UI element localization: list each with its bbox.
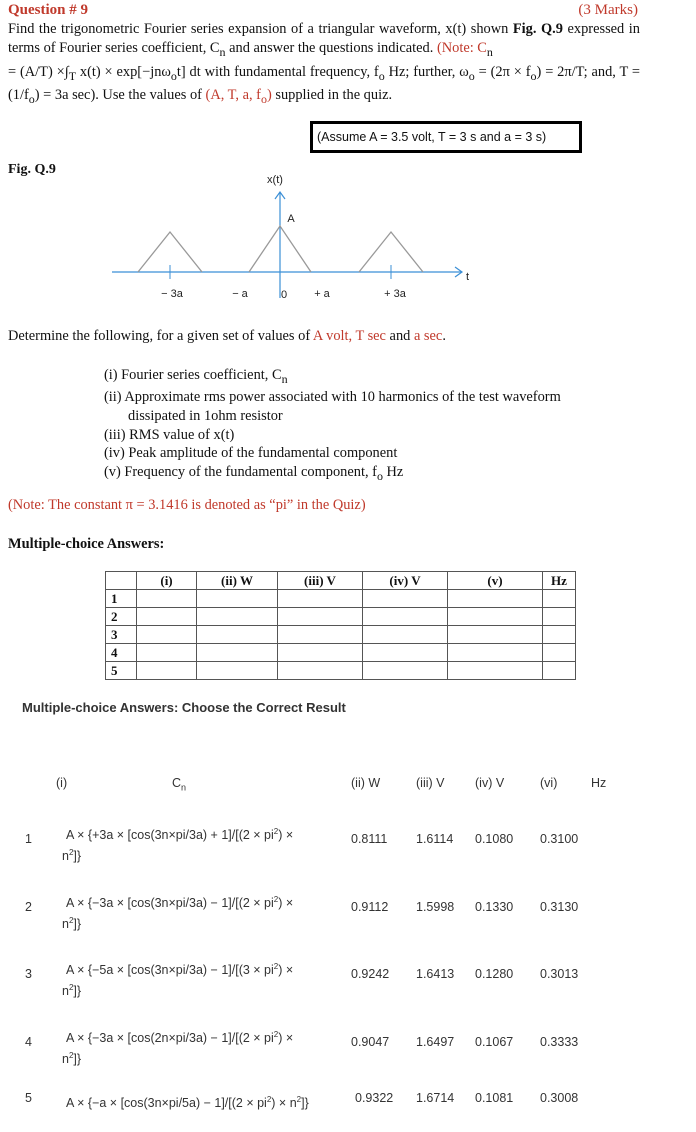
option-power: 0.9112	[351, 900, 389, 914]
note-text: supplied in the quiz.	[271, 86, 393, 103]
formula-text: ]}	[73, 984, 82, 999]
item-v: (v) Frequency of the fundamental component, $f_o$ Hz	[104, 463, 404, 483]
item-text: (i) Fourier series coefficient, C	[104, 367, 282, 383]
grid-cell[interactable]	[197, 590, 278, 608]
assume-box: (Assume A = 3.5 volt, T = 3 s and a = 3 s)	[310, 121, 582, 153]
option-rms: 1.5998	[416, 900, 455, 914]
item-text: Hz	[382, 463, 404, 480]
problem-text: and answer the questions indicated.	[225, 40, 437, 57]
option-formula[interactable]: $A \times \{-3a \times [\cos(2n\times pi/3a) - 1]/[(2 \times pi^2)$ × $n^2$]}	[62, 1030, 294, 1067]
item-iii: (iii) RMS value of x(t)	[104, 426, 235, 443]
formula-text: ) ×	[278, 828, 294, 843]
formula-text: ) ×	[278, 896, 294, 911]
formula-text: n	[62, 917, 69, 932]
note-text: ) = 2π/T; and, T = (1/f	[8, 63, 641, 103]
note-pi: (Note: The constant π = 3.1416 is denoted as “pi” in the Quiz)	[8, 497, 366, 513]
figure-label: Fig. Q.9	[8, 162, 56, 177]
note-text: (Note: C	[436, 40, 487, 57]
option-number: 2	[25, 900, 32, 914]
grid-cell[interactable]	[448, 626, 543, 644]
option-formula[interactable]: $A \times \{-a \times [\cos(3n\times pi/5a) - 1]/[(2 \times pi^2) \times n^2]\}$	[66, 1095, 309, 1111]
formula-text: n	[62, 984, 69, 999]
answers-header-i: (i)	[56, 776, 68, 790]
problem-text: expressed in terms of Fourier series coefficient, C	[8, 21, 640, 57]
supplied-values-text: (A, T, a, f	[205, 86, 261, 103]
grid-cell[interactable]	[363, 590, 448, 608]
formula-text: ) ×	[278, 963, 294, 978]
grid-header: (iii) V	[278, 572, 363, 590]
t-label: t	[466, 271, 470, 283]
option-number: 1	[25, 832, 32, 846]
determine-highlight: A volt, T sec	[312, 328, 386, 344]
supplied-values-text: )	[266, 86, 272, 103]
option-rms: 1.6413	[416, 967, 455, 981]
grid-cell[interactable]	[278, 626, 363, 644]
grid-row-number: 4	[106, 644, 137, 662]
formula-text: n	[62, 1052, 69, 1067]
note-text: = (A/T) ×∫	[8, 63, 69, 80]
answers-header-iv: (iv) V	[475, 776, 505, 790]
formula-text: ]}	[73, 849, 82, 864]
grid-cell[interactable]	[363, 626, 448, 644]
formula-text: ]}	[73, 1052, 82, 1067]
option-rms: 1.6497	[416, 1035, 455, 1049]
answers-header-vi: (vi)	[540, 776, 558, 790]
grid-cell[interactable]	[137, 608, 197, 626]
grid-cell[interactable]	[543, 626, 576, 644]
option-frequency: 0.3008	[540, 1091, 579, 1105]
option-amplitude: 0.1080	[475, 832, 514, 846]
option-frequency: 0.3013	[540, 967, 579, 981]
option-formula[interactable]: $A \times \{+3a \times [\cos(3n\times pi/3a) + 1]/[(2 \times pi^2)$ × $n^2$]}	[62, 827, 294, 864]
option-amplitude: 0.1280	[475, 967, 514, 981]
option-amplitude: 0.1067	[475, 1035, 514, 1049]
formula-text: A × {−5a × [cos(3n×pi/3a) − 1]/[(3 × pi	[66, 963, 274, 978]
option-rms: 1.6114	[416, 832, 454, 846]
item-i: (i) Fourier series coefficient, $C_n$	[104, 367, 288, 386]
grid-cell[interactable]	[278, 608, 363, 626]
formula-text: A × {−3a × [cos(3n×pi/3a) − 1]/[(2 × pi	[66, 896, 274, 911]
formula-text: A × {+3a × [cos(3n×pi/3a) + 1]/[(2 × pi	[66, 828, 274, 843]
grid-cell[interactable]	[278, 662, 363, 680]
option-rms: 1.6714	[416, 1091, 455, 1105]
grid-header: (ii) W	[197, 572, 278, 590]
problem-statement: Find the trigonometric Fourier series expansion of a triangular waveform, x(t) shown Fig. Q.9 expressed in terms of Fourier series coefficient, $C_n$ and answer the questions indicated. (Note: $C_n$ = $(A/T) \times\int_T$ x(t) × exp[−jnω$_o$t] dt with fundamental frequency, $f_o$ Hz; further, $\omega_o = (2\pi \times f_o) = 2\pi/T$; and, $T = (1/f_o) = 3a$ sec). Use the values of (A, T, a, $f_o$) supplied in the quiz.	[8, 21, 641, 106]
question-number: Question # 9	[8, 2, 89, 18]
choose-title: Multiple-choice Answers: Choose the Correct Result	[22, 700, 346, 715]
grid-cell[interactable]	[448, 590, 543, 608]
y-axis-label: x(t)	[267, 174, 283, 186]
option-power: 0.9322	[355, 1091, 394, 1105]
grid-cell[interactable]	[197, 626, 278, 644]
formula-text: ) × n	[271, 1096, 297, 1111]
determine-text: Determine the following, for a given set of values of	[8, 328, 313, 344]
formula-text: A × {−3a × [cos(2n×pi/3a) − 1]/[(2 × pi	[66, 1031, 274, 1046]
grid-corner	[106, 572, 137, 590]
grid-row-number: 5	[106, 662, 137, 680]
grid-row	[106, 644, 576, 662]
determine-highlight: a sec	[413, 328, 443, 344]
formula-text: A × {−a × [cos(3n×pi/5a) − 1]/[(2 × pi	[66, 1096, 267, 1111]
option-frequency: 0.3100	[540, 832, 579, 846]
grid-row-number: 1	[106, 590, 137, 608]
option-power: 0.9242	[351, 967, 390, 981]
answers-header-ii: (ii) W	[351, 776, 381, 790]
item-ii: (ii) Approximate rms power associated with 10 harmonics of the test waveform	[104, 389, 561, 406]
grid-row	[106, 608, 576, 626]
note-text: ) = 3a sec). Use the values of	[34, 86, 206, 103]
grid-cell[interactable]	[137, 662, 197, 680]
grid-cell[interactable]	[363, 608, 448, 626]
item-iv: (iv) Peak amplitude of the fundamental component	[104, 445, 398, 462]
option-formula[interactable]: $A \times \{-5a \times [\cos(3n\times pi/3a) - 1]/[(3 \times pi^2)$ × $n^2$]}	[62, 962, 294, 999]
grid-header: (v)	[448, 572, 543, 590]
grid-header: Hz	[543, 572, 576, 590]
option-power: 0.9047	[351, 1035, 390, 1049]
option-number: 4	[25, 1035, 32, 1049]
formula-text: ) ×	[278, 1031, 294, 1046]
grid-cell[interactable]	[363, 644, 448, 662]
answers-header-iii: (iii) V	[416, 776, 445, 790]
triangular-waveform-figure	[100, 168, 480, 308]
grid-cell[interactable]	[543, 608, 576, 626]
grid-cell[interactable]	[278, 644, 363, 662]
determine-text: and	[385, 328, 414, 344]
option-number: 3	[25, 967, 32, 981]
note-text: t] dt with fundamental frequency, f	[176, 63, 379, 80]
grid-cell[interactable]	[137, 590, 197, 608]
grid-cell[interactable]	[543, 590, 576, 608]
fig-reference: Fig. Q.9	[512, 21, 563, 37]
question-marks: (3 Marks)	[578, 2, 638, 18]
grid-cell[interactable]	[137, 626, 197, 644]
answers-header-hz: Hz	[591, 776, 607, 790]
item-text: (v) Frequency of the fundamental component, f	[104, 463, 377, 480]
grid-row	[106, 662, 576, 680]
formula-text: ]}	[73, 917, 82, 932]
tick-label: − a	[232, 288, 248, 300]
grid-row-number: 2	[106, 608, 137, 626]
grid-cell[interactable]	[137, 644, 197, 662]
peak-label: A	[287, 213, 295, 225]
note-text: Hz; further, ω	[384, 63, 469, 80]
note-text: x(t) × exp[−jnω	[76, 63, 171, 80]
grid-header-row	[106, 572, 576, 590]
tick-label: + 3a	[384, 288, 406, 300]
option-number: 5	[25, 1091, 32, 1105]
grid-cell[interactable]	[197, 662, 278, 680]
determine-line	[8, 328, 446, 345]
option-frequency: 0.3130	[540, 900, 579, 914]
formula-text: n	[62, 849, 69, 864]
grid-cell[interactable]	[448, 644, 543, 662]
grid-cell[interactable]	[543, 644, 576, 662]
grid-cell[interactable]	[363, 662, 448, 680]
question-items	[104, 366, 634, 485]
mc-title: Multiple-choice Answers:	[8, 536, 165, 552]
option-amplitude: 0.1081	[475, 1091, 514, 1105]
grid-row	[106, 590, 576, 608]
grid-cell[interactable]	[197, 644, 278, 662]
grid-header: (i)	[137, 572, 197, 590]
grid-cell[interactable]	[197, 608, 278, 626]
grid-header: (iv) V	[363, 572, 448, 590]
tick-label: 0	[280, 289, 288, 301]
grid-cell[interactable]	[448, 662, 543, 680]
problem-text: Find the trigonometric Fourier series expansion of a triangular waveform, x(t) shown	[8, 21, 513, 37]
option-power: 0.8111	[351, 832, 388, 846]
formula-text: ]}	[301, 1096, 309, 1111]
grid-row-number: 3	[106, 626, 137, 644]
note-text: = (2π × f	[474, 63, 531, 80]
grid-cell[interactable]	[278, 590, 363, 608]
tick-label: + a	[314, 288, 330, 300]
option-amplitude: 0.1330	[475, 900, 514, 914]
grid-row	[106, 626, 576, 644]
grid-cell[interactable]	[543, 662, 576, 680]
grid-cell[interactable]	[448, 608, 543, 626]
answers-header-cn: $C_n$	[172, 776, 187, 793]
supplied-values: (A, T, a, $f_o$)	[205, 86, 272, 106]
option-frequency: 0.3333	[540, 1035, 579, 1049]
question-header	[8, 2, 638, 19]
tick-label: − 3a	[161, 288, 183, 300]
answer-grid	[105, 571, 576, 680]
determine-text: .	[442, 328, 446, 344]
item-ii-cont: dissipated in 1ohm resistor	[128, 408, 283, 425]
option-formula[interactable]: $A \times \{-3a \times [\cos(3n\times pi/3a) - 1]/[(2 \times pi^2)$ × $n^2$]}	[62, 895, 294, 932]
cn-label: C	[172, 776, 182, 790]
